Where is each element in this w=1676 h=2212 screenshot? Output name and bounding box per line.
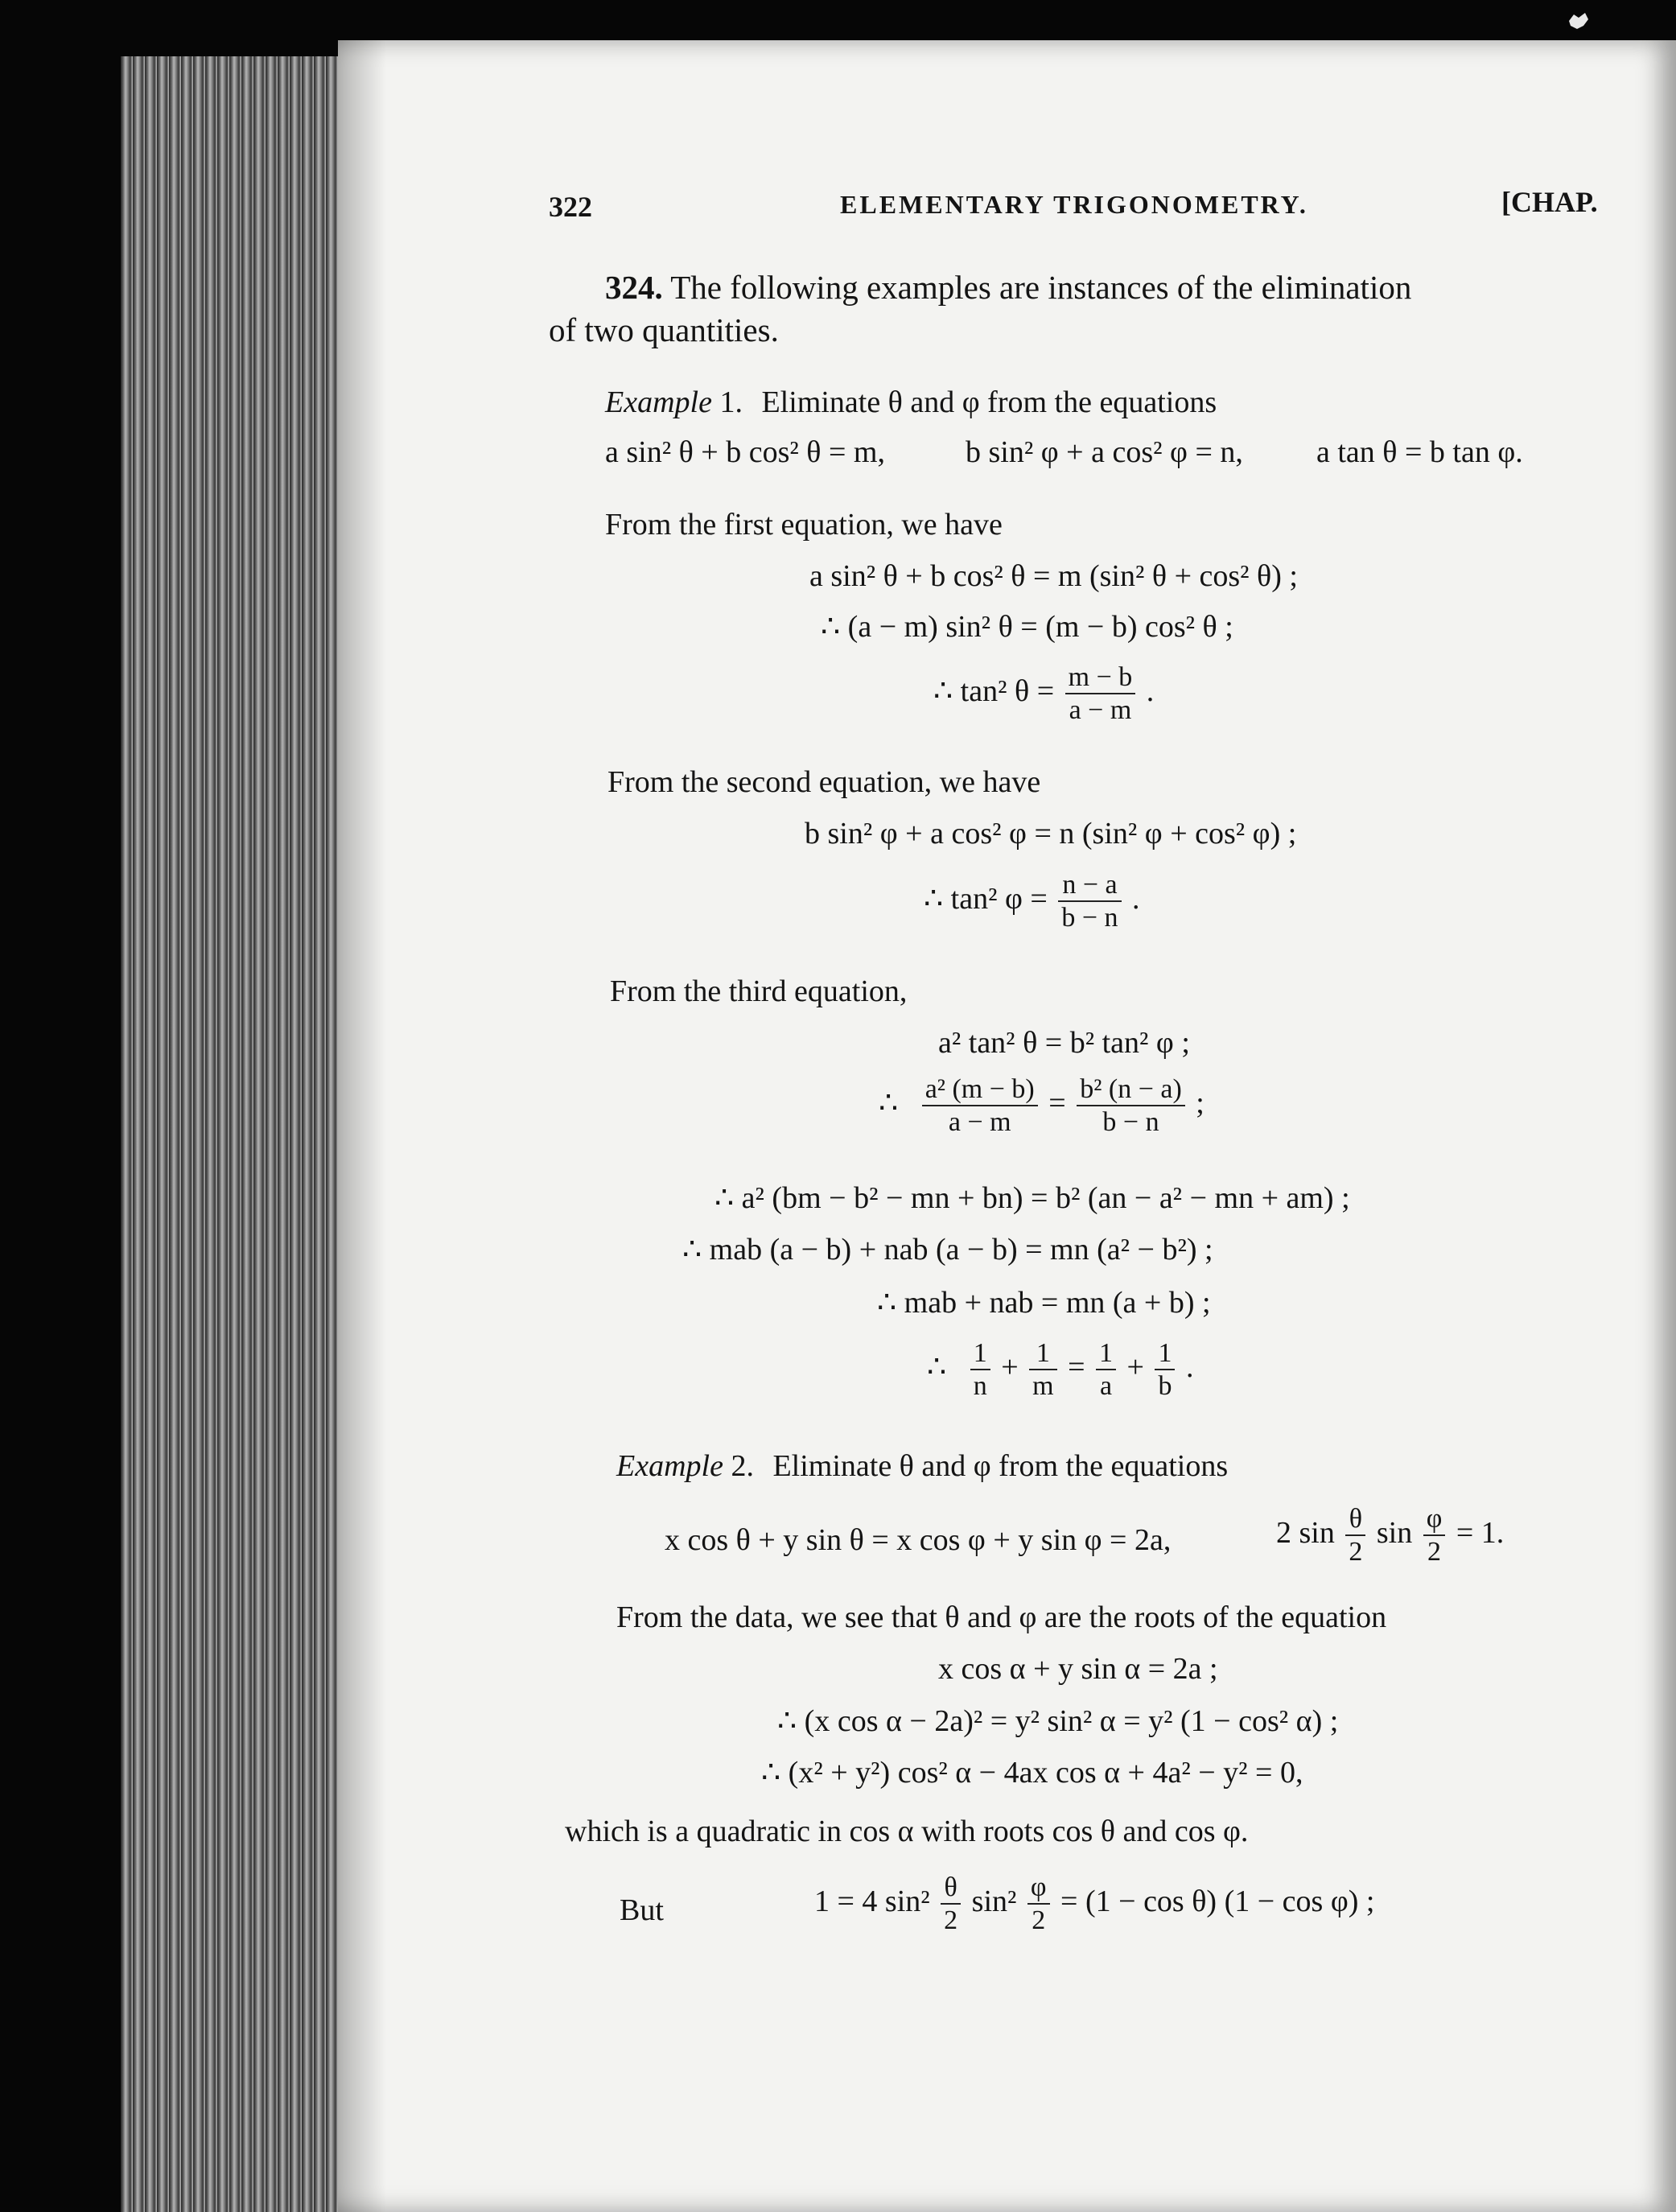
second-step-1: b sin² φ + a cos² φ = n (sin² φ + cos² φ) ; [805, 817, 1297, 851]
fraction-denominator: 2 [1423, 1534, 1446, 1567]
one-over-b [1155, 1337, 1175, 1402]
fraction-denominator: n [970, 1369, 990, 1402]
data-step-2: ∴ (x cos α − 2a)² = y² sin² α = y² (1 − cos² α) ; [777, 1704, 1339, 1738]
fraction-numerator: θ [1349, 1504, 1362, 1534]
period: . [1146, 673, 1155, 708]
fraction-numerator: b² (n − a) [1080, 1074, 1182, 1104]
fraction-numerator: 1 [1158, 1338, 1172, 1368]
example-2-statement: Eliminate θ and φ from the equations [772, 1449, 1229, 1483]
eq-b-end: = 1. [1456, 1515, 1505, 1550]
left-fraction [922, 1073, 1038, 1138]
third-step-6 [927, 1337, 1193, 1402]
example-2-number: 2. [731, 1449, 754, 1483]
first-step-2: ∴ (a − m) sin² θ = (m − b) cos² θ ; [821, 610, 1233, 644]
period: . [1132, 881, 1140, 916]
sin-text: sin [1376, 1515, 1413, 1550]
article-intro-line-1 [605, 268, 1411, 307]
fraction-denominator: 2 [1027, 1903, 1050, 1936]
data-intro: From the data, we see that θ and φ are the roots of the equation [616, 1600, 1387, 1634]
fraction-numerator: m − b [1068, 662, 1133, 692]
fraction-numerator: 1 [1036, 1338, 1050, 1368]
tan-phi-lhs: ∴ tan² φ = [924, 881, 1048, 916]
data-step-1: x cos α + y sin α = 2a ; [938, 1652, 1218, 1686]
theta-over-2 [1345, 1503, 1365, 1567]
right-fraction [1077, 1073, 1185, 1138]
therefore-symbol: ∴ [879, 1085, 899, 1120]
eq-b-prefix: 2 sin [1276, 1515, 1335, 1550]
first-step-1: a sin² θ + b cos² θ = m (sin² θ + cos² θ) ; [809, 559, 1298, 593]
fraction-numerator: θ [944, 1872, 957, 1902]
fraction-denominator: b [1155, 1369, 1175, 1402]
fraction-denominator: 2 [1345, 1534, 1365, 1567]
tan-theta-lhs: ∴ tan² θ = [933, 673, 1055, 708]
example-1-heading [605, 385, 1217, 420]
example-1-statement: Eliminate θ and φ from the equations [761, 385, 1217, 419]
quadratic-conclusion: which is a quadratic in cos α with roots cos θ and cos φ. [565, 1814, 1249, 1848]
fraction-denominator: a − m [922, 1105, 1038, 1138]
one-over-n [970, 1337, 990, 1402]
semicolon: ; [1196, 1085, 1204, 1120]
fraction-numerator: φ [1426, 1504, 1443, 1534]
equals-sign: = [1048, 1085, 1066, 1120]
first-equation-intro: From the first equation, we have [605, 508, 1003, 542]
third-step-5: ∴ mab + nab = mn (a + b) ; [877, 1286, 1211, 1320]
but-label: But [620, 1893, 664, 1927]
one-over-a [1096, 1337, 1116, 1402]
example-1-equation-c: a tan θ = b tan φ. [1316, 435, 1523, 469]
but-prefix: 1 = 4 sin² [814, 1884, 930, 1918]
third-step-2 [879, 1073, 1204, 1138]
fraction-numerator: a² (m − b) [924, 1074, 1035, 1104]
fraction-numerator: 1 [1099, 1338, 1114, 1368]
sin-squared-text: sin² [971, 1884, 1017, 1918]
data-step-3: ∴ (x² + y²) cos² α − 4ax cos α + 4a² − y² = 0, [761, 1756, 1303, 1790]
but-equation [814, 1872, 1374, 1936]
fraction-denominator: b − n [1058, 900, 1121, 933]
second-equation-intro: From the second equation, we have [607, 765, 1041, 799]
therefore-symbol: ∴ [927, 1349, 947, 1384]
equals-sign: = [1068, 1349, 1085, 1384]
fraction-denominator: b − n [1077, 1105, 1185, 1138]
fraction-denominator: a − m [1065, 693, 1136, 726]
page-number: 322 [549, 191, 592, 223]
tan-phi-fraction [1058, 869, 1121, 933]
gutter-shadow [338, 40, 386, 2212]
example-1-equation-a: a sin² θ + b cos² θ = m, [605, 435, 885, 469]
chapter-label: [CHAP. [1501, 186, 1598, 218]
example-2-heading [616, 1448, 1228, 1484]
fraction-numerator: φ [1030, 1872, 1047, 1902]
fraction-denominator: 2 [941, 1903, 961, 1936]
fraction-numerator: 1 [973, 1338, 987, 1368]
fraction-denominator: m [1029, 1369, 1056, 1402]
book-page-edges [121, 56, 362, 2212]
article-number: 324. [605, 269, 663, 306]
fraction-denominator: a [1096, 1369, 1116, 1402]
third-step-1: a² tan² θ = b² tan² φ ; [938, 1026, 1190, 1060]
example-1-label: Example [605, 385, 712, 419]
example-1-equation-b: b sin² φ + a cos² φ = n, [966, 435, 1243, 469]
one-over-m [1029, 1337, 1056, 1402]
first-step-3 [933, 661, 1154, 726]
article-intro-line-2: of two quantities. [549, 311, 779, 348]
second-step-2 [924, 869, 1140, 933]
phi-over-2 [1027, 1872, 1050, 1936]
article-intro-text-1: The following examples are instances of the elimination [670, 269, 1412, 306]
fraction-numerator: n − a [1062, 870, 1118, 900]
theta-over-2 [941, 1872, 961, 1936]
running-title: ELEMENTARY TRIGONOMETRY. [840, 190, 1308, 219]
example-2-equation-b [1276, 1503, 1504, 1567]
third-step-4: ∴ mab (a − b) + nab (a − b) = mn (a² − b²) ; [682, 1233, 1213, 1267]
example-2-label: Example [616, 1449, 723, 1483]
third-equation-intro: From the third equation, [610, 974, 908, 1008]
but-end: = (1 − cos θ) (1 − cos φ) ; [1060, 1884, 1375, 1918]
example-1-number: 1. [719, 385, 743, 419]
plus-sign: + [1001, 1349, 1019, 1384]
phi-over-2 [1423, 1503, 1446, 1567]
example-2-equation-a: x cos θ + y sin θ = x cos φ + y sin φ = 2a, [665, 1523, 1172, 1557]
third-step-3: ∴ a² (bm − b² − mn + bn) = b² (an − a² − mn + am) ; [714, 1181, 1350, 1215]
plus-sign: + [1126, 1349, 1144, 1384]
period: . [1185, 1349, 1194, 1384]
tan-theta-fraction [1065, 661, 1136, 726]
corner-mark-icon [1567, 11, 1590, 31]
